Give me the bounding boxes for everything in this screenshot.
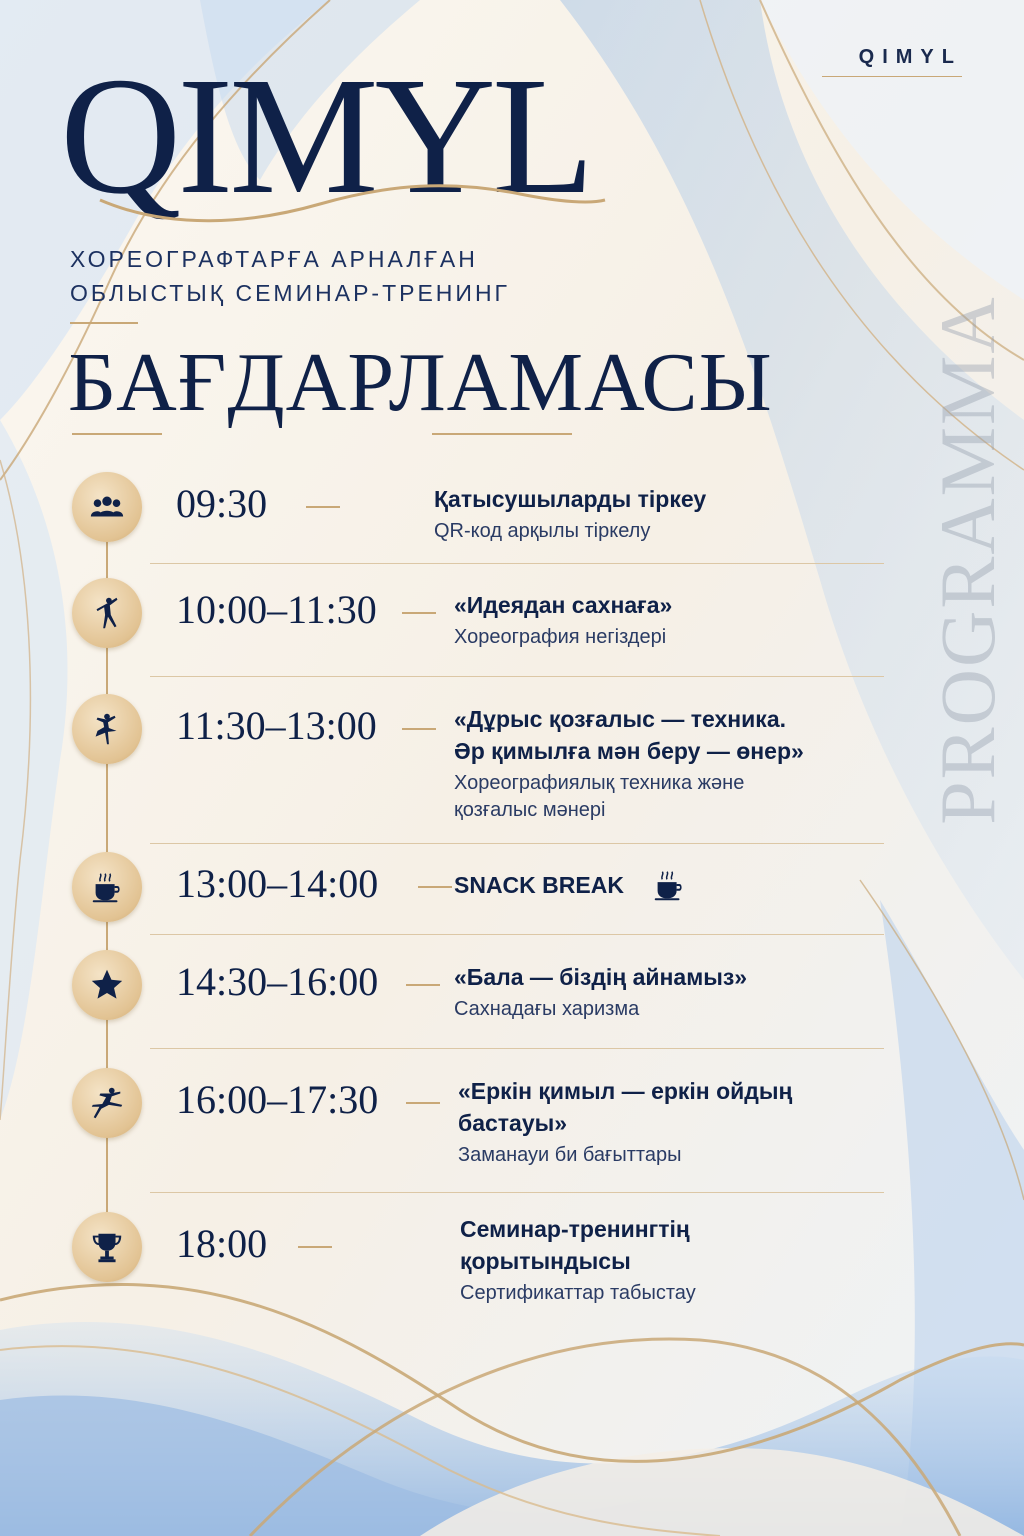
schedule-time: 09:30 (176, 481, 268, 526)
schedule-time: 14:30–16:00 (176, 959, 379, 1004)
event-title-line: «Дұрыс қозғалыс — техника. (454, 706, 786, 732)
subtitle (70, 242, 510, 310)
event-subtitle-line: Заманауи би бағыттары (458, 1144, 682, 1166)
row-separator (150, 563, 884, 564)
event-title-line: «Еркін қимыл — еркін ойдың (458, 1078, 793, 1104)
schedule-icon-badge (72, 852, 142, 922)
schedule-icon-badge (72, 694, 142, 764)
event-subtitle-line: QR-код арқылы тіркелу (434, 520, 651, 542)
time-dash (406, 984, 440, 986)
people-icon (88, 488, 126, 526)
ballerina-icon (88, 710, 126, 748)
schedule-time: 13:00–14:00 (176, 861, 379, 906)
subtitle-line-2: ОБЛЫСТЫҚ СЕМИНАР-ТРЕНИНГ (70, 280, 511, 306)
schedule-time: 10:00–11:30 (176, 587, 377, 632)
event-title-line: Семинар-тренингтің (460, 1216, 690, 1242)
event-subtitle-line: Сертификаттар табыстау (460, 1282, 696, 1304)
coffee-cup-icon (650, 866, 688, 904)
event-subtitle-line: Хореография негіздері (454, 626, 667, 648)
schedule-icon-badge (72, 1068, 142, 1138)
schedule-item (0, 578, 1024, 698)
schedule-item (0, 694, 1024, 821)
time-dash (402, 612, 436, 614)
event-title-line: бастауы» (458, 1110, 568, 1136)
time-dash (418, 886, 452, 888)
side-watermark-programma: PROGRAMMA (924, 295, 1011, 825)
row-separator (150, 676, 884, 677)
event-subtitle-line: қозғалыс мәнері (454, 799, 606, 821)
subtitle-line-1: ХОРЕОГРАФТАРҒА АРНАЛҒАН (70, 246, 478, 272)
time-dash (406, 1102, 440, 1104)
trophy-icon (88, 1228, 126, 1266)
dancer-icon (88, 594, 126, 632)
schedule-time: 18:00 (176, 1221, 268, 1266)
program-title: БАҒДАРЛАМАСЫ (68, 336, 773, 429)
event-subtitle-line: Сахнадағы харизма (454, 998, 640, 1020)
row-separator (150, 934, 884, 935)
event-title-line: Қатысушыларды тіркеу (434, 486, 707, 512)
event-title-line: «Бала — біздің айнамыз» (454, 964, 748, 990)
row-separator (150, 843, 884, 844)
logo-swoosh (90, 160, 610, 230)
row-separator (150, 1192, 884, 1193)
schedule-item (0, 1068, 1024, 1188)
schedule-time: 16:00–17:30 (176, 1077, 379, 1122)
brand-top-underline (822, 76, 962, 77)
schedule-icon-badge (72, 1212, 142, 1282)
row-separator (150, 1048, 884, 1049)
time-dash (402, 728, 436, 730)
event-subtitle-line: Хореографиялық техника және (454, 772, 745, 794)
coffee-cup-icon (88, 868, 126, 906)
time-dash (298, 1246, 332, 1248)
schedule-time: 11:30–13:00 (176, 703, 377, 748)
time-dash (306, 506, 340, 508)
schedule-item (0, 472, 1024, 592)
event-title-line: «Идеядан сахнаға» (454, 592, 673, 618)
schedule-item (0, 950, 1024, 1070)
leaping-dancer-icon (88, 1084, 126, 1122)
logo-wordmark: QIMYL (60, 43, 591, 229)
gold-divider-short (70, 322, 138, 324)
brand-top-label: QIMYL (858, 46, 962, 68)
schedule-icon-badge (72, 472, 142, 542)
event-title-line: SNACK BREAK (454, 872, 624, 898)
star-icon (88, 966, 126, 1004)
schedule-icon-badge (72, 578, 142, 648)
event-title-line: қорытындысы (460, 1248, 631, 1274)
schedule-item (0, 1212, 1024, 1332)
gold-divider-long (72, 432, 572, 436)
event-title-line: Әр қимылға мән беру — өнер» (454, 738, 804, 764)
schedule-icon-badge (72, 950, 142, 1020)
